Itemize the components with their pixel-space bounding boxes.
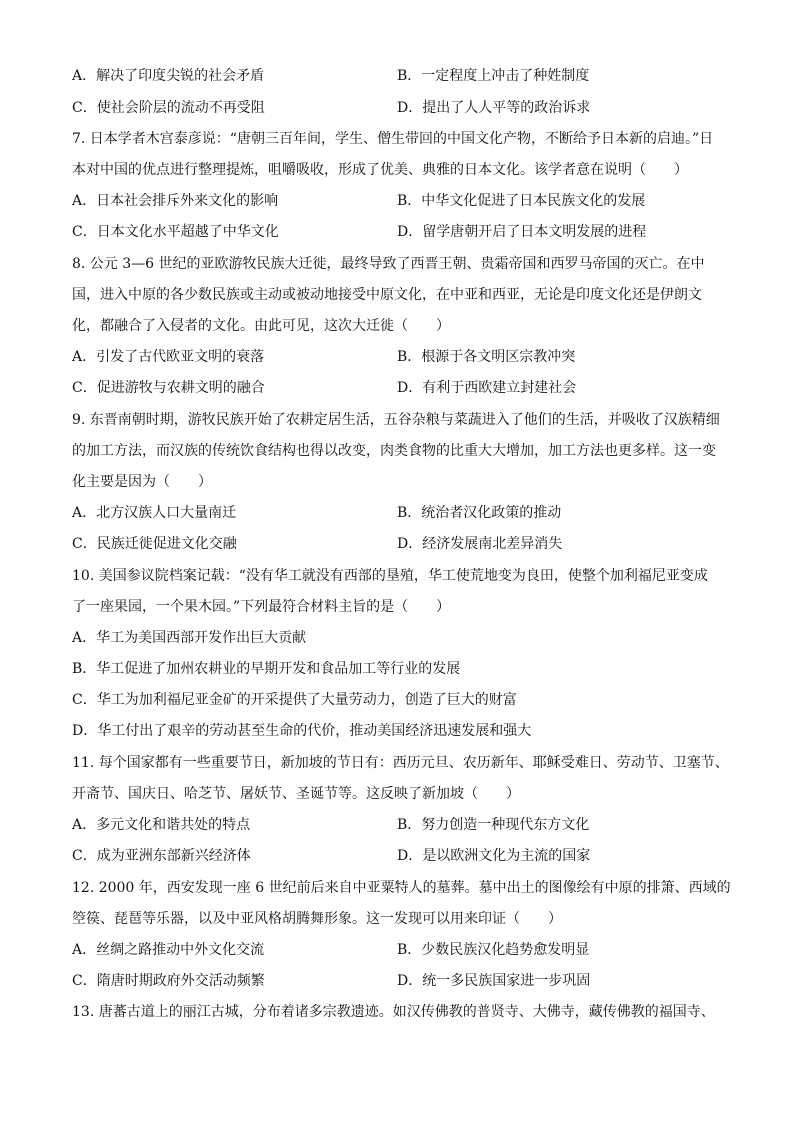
q11-option-a[interactable]: A．多元文化和谐共处的特点	[72, 817, 251, 833]
q7-stem-line-2: 本对中国的优点进行整理提炼，咀嚼吸收，形成了优美、典雅的日本文化。该学者意在说明（ ）	[72, 162, 688, 178]
q9-stem-line-3: 化主要是因为（ ）	[72, 474, 212, 490]
q7-option-c[interactable]: C．日本文化水平超越了中华文化	[72, 224, 279, 240]
q10-option-d[interactable]: D．华工付出了艰辛的劳动甚至生命的代价，推动美国经济迅速发展和强大	[72, 723, 532, 739]
q6-option-a[interactable]: A．解决了印度尖锐的社会矛盾	[72, 68, 265, 84]
q8-stem-line-2: 国，进入中原的各少数民族或主动或被动地接受中原文化，在中亚和西亚，无论是印度文化还是伊朗文	[72, 287, 702, 303]
q10-stem-line-1: 10. 美国参议院档案记载：“没有华工就没有西部的垦殖，华工使荒地变为良田，使整个加利福尼亚变成	[72, 568, 708, 584]
q12-option-b[interactable]: B．少数民族汉化趋势愈发明显	[397, 942, 590, 958]
q11-option-b[interactable]: B．努力创造一种现代东方文化	[397, 817, 590, 833]
q7-option-a[interactable]: A．日本社会排斥外来文化的影响	[72, 193, 279, 209]
q11-stem-line-1: 11. 每个国家都有一些重要节日，新加坡的节日有：西历元旦、农历新年、耶稣受难日、劳动节、卫塞节、	[72, 755, 729, 771]
q9-option-b[interactable]: B．统治者汉化政策的推动	[397, 505, 562, 521]
q12-stem-line-2: 箜篌、琵琶等乐器，以及中亚风格胡腾舞形象。这一发现可以用来印证（ ）	[72, 911, 562, 927]
q10-option-a[interactable]: A．华工为美国西部开发作出巨大贡献	[72, 630, 307, 646]
q10-stem-line-2: 了一座果园，一个果木园。”下列最符合材料主旨的是（ ）	[72, 599, 451, 615]
q9-stem-line-1: 9. 东晋南朝时期，游牧民族开始了农耕定居生活，五谷杂粮与菜蔬进入了他们的生活，并吸收了汉族精细	[72, 412, 720, 428]
q9-option-c[interactable]: C．民族迁徙促进文化交融	[72, 536, 237, 552]
q8-stem-line-1: 8. 公元 3—6 世纪的亚欧游牧民族大迁徙，最终导致了西晋王朝、贵霜帝国和西罗马帝国的灭亡。在中	[72, 256, 705, 272]
q12-option-d[interactable]: D．统一多民族国家进一步巩固	[397, 973, 591, 989]
q9-option-d[interactable]: D．经济发展南北差异消失	[397, 536, 563, 552]
q12-stem-line-1: 12. 2000 年，西安发现一座 6 世纪前后来自中亚粟特人的墓葬。墓中出土的图像绘有中原的排箫、西域的	[72, 880, 731, 896]
q6-option-d[interactable]: D．提出了人人平等的政治诉求	[397, 100, 591, 116]
q7-option-b[interactable]: B．中华文化促进了日本民族文化的发展	[397, 193, 646, 209]
q11-option-c[interactable]: C．成为亚洲东部新兴经济体	[72, 848, 251, 864]
q13-stem-line-1: 13. 唐蕃古道上的丽江古城，分布着诸多宗教遗迹。如汉传佛教的普贤寺、大佛寺，藏传佛教的福国寺、	[72, 1004, 715, 1020]
q10-option-c[interactable]: C．华工为加利福尼亚金矿的开采提供了大量劳动力，创造了巨大的财富	[72, 692, 517, 708]
q11-option-d[interactable]: D．是以欧洲文化为主流的国家	[397, 848, 591, 864]
q10-option-b[interactable]: B．华工促进了加州农耕业的早期开发和食品加工等行业的发展	[72, 661, 461, 677]
q6-option-c[interactable]: C．使社会阶层的流动不再受阻	[72, 100, 265, 116]
q7-stem-line-1: 7. 日本学者木宫泰彦说：“唐朝三百年间，学生、僧生带回的中国文化产物，不断给予日本新的启迪。”日	[72, 131, 714, 147]
q6-option-b[interactable]: B．一定程度上冲击了种姓制度	[397, 68, 590, 84]
q9-option-a[interactable]: A．北方汉族人口大量南迁	[72, 505, 237, 521]
q8-option-c[interactable]: C．促进游牧与农耕文明的融合	[72, 380, 265, 396]
q8-option-b[interactable]: B．根源于各文明区宗教冲突	[397, 349, 576, 365]
q8-stem-line-3: 化，都融合了入侵者的文化。由此可见，这次大迁徙（ ）	[72, 318, 450, 334]
q11-stem-line-2: 开斋节、国庆日、哈芝节、屠妖节、圣诞节等。这反映了新加坡（ ）	[72, 786, 520, 802]
q9-stem-line-2: 的加工方法，而汉族的传统饮食结构也得以改变，肉类食物的比重大大增加，加工方法也更多样。这一变	[72, 443, 716, 459]
q12-option-a[interactable]: A．丝绸之路推动中外文化交流	[72, 942, 265, 958]
q8-option-d[interactable]: D．有利于西欧建立封建社会	[397, 380, 577, 396]
q12-option-c[interactable]: C．隋唐时期政府外交活动频繁	[72, 973, 265, 989]
q7-option-d[interactable]: D．留学唐朝开启了日本文明发展的进程	[397, 224, 647, 240]
q8-option-a[interactable]: A．引发了古代欧亚文明的衰落	[72, 349, 265, 365]
